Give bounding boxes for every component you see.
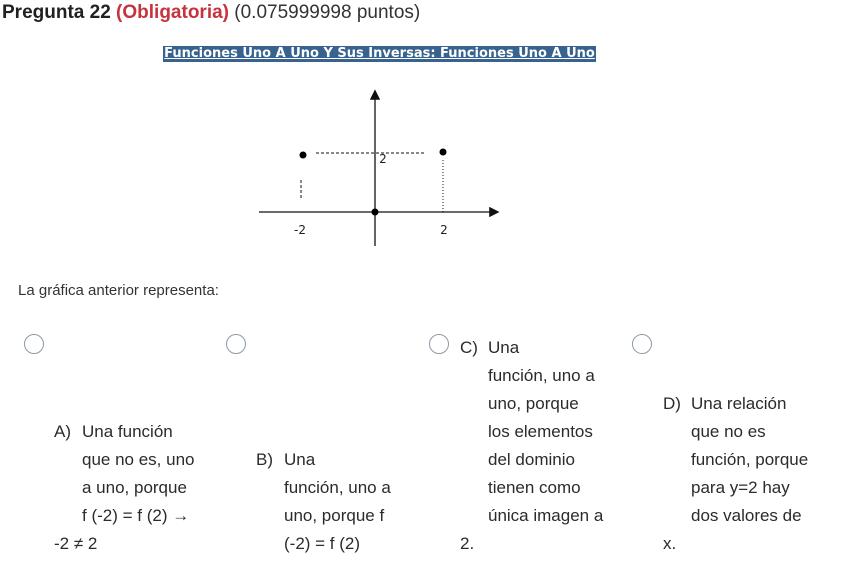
option-a-line: -2 ≠ 2 <box>54 534 98 553</box>
option-d-line: x. <box>663 534 677 553</box>
option-c-letter: C) <box>460 338 478 357</box>
option-b[interactable] <box>256 446 391 558</box>
option-c-line: los elementos <box>488 422 593 441</box>
required-label: (Obligatoria) <box>116 2 229 23</box>
option-d-last-line <box>663 530 676 558</box>
option-d[interactable] <box>663 390 808 530</box>
option-a-line: f (-2) = f (2) → <box>82 506 190 525</box>
option-c-radio[interactable] <box>429 334 449 354</box>
option-b-text <box>284 446 391 558</box>
option-b-radio[interactable] <box>226 334 246 354</box>
points-label: (0.075999998 puntos) <box>234 2 421 23</box>
option-d-text <box>691 390 808 530</box>
option-d-line: dos valores de <box>691 506 802 525</box>
option-c-last-line <box>460 530 474 558</box>
option-d-line: para y=2 hay <box>691 478 790 497</box>
option-d-line: función, porque <box>691 450 809 469</box>
option-a-radio[interactable] <box>24 334 44 354</box>
option-a-line: a uno, porque <box>82 478 187 497</box>
option-c-line: única imagen a <box>488 506 604 525</box>
option-c-line: Una <box>488 338 520 357</box>
option-d-letter: D) <box>663 394 681 413</box>
point-origin <box>372 209 379 216</box>
option-c-line: del dominio <box>488 450 575 469</box>
option-c[interactable] <box>460 334 603 530</box>
option-d-line: Una relación <box>691 394 787 413</box>
option-d-radio[interactable] <box>632 334 652 354</box>
point-neg2-2 <box>300 152 307 159</box>
tick-label-x-neg2: -2 <box>294 223 306 237</box>
option-a-last-line <box>54 530 97 558</box>
option-c-line: función, uno a <box>488 366 595 385</box>
option-b-line: (-2) = f (2) <box>284 534 361 553</box>
option-c-text <box>488 334 603 530</box>
tick-label-y-2: 2 <box>379 152 387 166</box>
question-prompt: La gráfica anterior representa: <box>18 282 219 299</box>
option-d-line: que no es <box>691 422 766 441</box>
option-a-letter: A) <box>54 422 71 441</box>
question-number: Pregunta 22 <box>2 2 111 23</box>
option-a-line: Una función <box>82 422 173 441</box>
option-a-line: que no es, uno <box>82 450 195 469</box>
tick-label-x-2: 2 <box>440 223 448 237</box>
option-b-line: uno, porque f <box>284 506 385 525</box>
option-b-letter: B) <box>256 450 273 469</box>
point-2-2 <box>440 149 447 156</box>
topic-banner: Funciones Uno A Uno Y Sus Inversas: Funciones Uno A Uno <box>164 46 595 61</box>
option-c-line: uno, porque <box>488 394 579 413</box>
option-b-line: Una <box>284 450 316 469</box>
option-c-line: 2. <box>460 534 475 553</box>
option-a[interactable] <box>54 418 194 530</box>
option-b-line: función, uno a <box>284 478 391 497</box>
option-c-line: tienen como <box>488 478 581 497</box>
option-a-text <box>82 418 194 530</box>
